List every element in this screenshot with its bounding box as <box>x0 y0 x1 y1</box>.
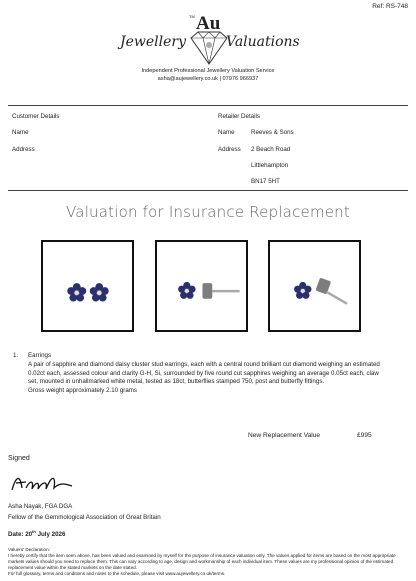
item-weight: Gross weight approximately 2.10 grams <box>28 386 138 394</box>
earring-front-image <box>43 242 132 330</box>
document-title: Valuation for Insurance Replacement <box>66 203 350 221</box>
table-top-rule <box>8 105 408 106</box>
retailer-address-label: Address <box>218 146 241 153</box>
tagline: Independent Professional Jewellery Valuation Service <box>141 68 275 74</box>
item-number: 1. <box>13 352 19 359</box>
replacement-value-label: New Replacement Value <box>248 432 321 439</box>
signature-image <box>8 470 88 496</box>
earring-photo-side <box>155 240 248 332</box>
item-description-block <box>28 361 383 395</box>
replacement-value: £995 <box>357 432 372 439</box>
earring-photo-angle <box>268 240 361 332</box>
valuation-date <box>8 529 65 538</box>
logo-valuations-text: Valuations <box>226 34 300 50</box>
contact-line: asha@aujewellery.co.uk | 07976 966937 <box>157 76 259 82</box>
customer-details-heading: Customer Details <box>12 113 60 120</box>
item-name: Earrings <box>28 352 52 359</box>
signatory-title: Fellow of the Gemmological Association of Great Britain <box>8 514 161 521</box>
logo-au-text: Au <box>196 13 221 34</box>
item-description: A pair of sapphire and diamond daisy cluster stud earrings, each with a central round brilliant cut diamond weighing an estimated 0.02ct each, assessed colour and clarity G-H, Si, surrounded by five round cut sapphires weighing an average 0.05ct each, claw set, mounted in unhallmarked white metal, tested as 18ct, butterflies stamped 750, post and butterfly fittings. <box>28 361 380 386</box>
earring-side-image <box>157 242 246 330</box>
date-ordinal: th <box>32 529 36 534</box>
retailer-name-value: Reeves & Sons <box>251 129 294 136</box>
earring-photo-front <box>41 240 134 332</box>
table-bottom-rule <box>8 190 408 191</box>
retailer-address-line: Littlehampton <box>251 162 289 169</box>
customer-address-label: Address <box>12 146 35 153</box>
earring-angle-image <box>270 242 359 330</box>
customer-name-label: Name <box>12 129 29 136</box>
declaration-heading: Valuers' Declaration: <box>8 547 50 552</box>
company-logo <box>120 14 300 64</box>
signed-label: Signed <box>8 455 30 462</box>
retailer-address-line: BN17 5HT <box>251 178 280 185</box>
retailer-details-heading: Retailer Details <box>218 113 260 120</box>
reference-number: Ref: RS-748 <box>372 3 408 10</box>
retailer-address-line: 2 Beach Road <box>251 146 291 153</box>
logo-jewellery-text: Jewellery <box>120 34 187 50</box>
declaration-footer: For full glossary, terms and conditions and notes to the schedule, please visit www.aujewellery.co.uk/terms. <box>8 570 226 576</box>
declaration-text: I hereby certify that the item seen above, has been valued and examined by myself for the purpose of insurance valuation only. The values applied for items are based on the most appropriate markets values should you need to replace them. This can vary according to age, design and workmanship of each individual item. These values are my professional opinion of the estimated replacement value within the stated markets on the date stated. <box>8 552 396 570</box>
valuers-declaration <box>8 547 408 577</box>
logo-tm: TM <box>189 14 195 19</box>
signatory-name: Asha Nayak, FGA DGA <box>8 503 73 510</box>
date-rest: July 2026 <box>35 531 66 539</box>
date-prefix: Date: 20 <box>8 531 33 539</box>
diamond-icon <box>189 31 229 65</box>
retailer-name-label: Name <box>218 129 235 136</box>
